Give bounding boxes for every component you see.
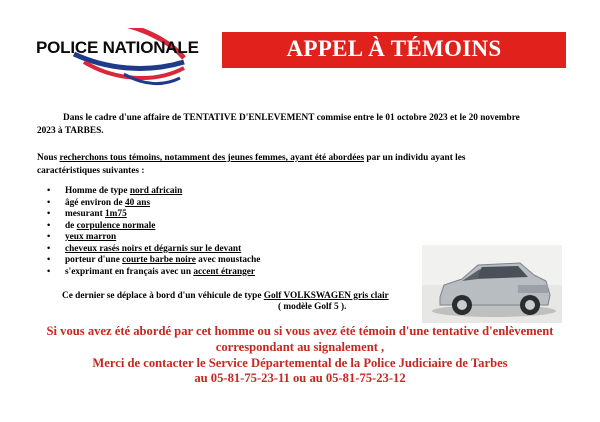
search-line-1 <box>37 152 562 165</box>
intro-line-1: Dans le cadre d'une affaire de TENTATIVE D'ENLEVEMENT commise entre le 01 octobre 2023 et le 20 novembre <box>63 113 520 123</box>
trait-underlined: 40 ans <box>125 197 151 208</box>
search-paragraph <box>37 152 562 178</box>
vehicle-model-detail: ( modèle Golf 5 ). <box>278 302 347 312</box>
trait-text: porteur d'une <box>65 255 123 265</box>
trait-text: s'exprimant en français avec un <box>65 266 194 277</box>
vehicle-model: Golf VOLKSWAGEN gris clair <box>263 291 389 301</box>
search-prefix: Nous <box>37 153 60 163</box>
appeal-line-1: Si vous avez été abordé par cet homme ou si vous avez été témoin d'une tentative d'enlèvement <box>46 324 554 338</box>
traits-list <box>37 186 260 278</box>
search-underlined: recherchons tous témoins, notamment des jeunes femmes, ayant été abordées <box>59 153 365 163</box>
banner-title: APPEL À TÉMOINS <box>286 36 502 61</box>
logo-text: POLICE NATIONALE <box>36 38 199 57</box>
car-icon <box>422 245 562 323</box>
list-item <box>65 209 260 221</box>
list-item <box>65 186 260 198</box>
intro-line-2: 2023 à TARBES. <box>37 126 104 136</box>
trait-underlined: cheveux rasés noirs et dégarnis sur le devant <box>65 243 242 254</box>
trait-underlined: 1m75 <box>105 209 127 219</box>
vehicle-line <box>62 291 422 301</box>
list-item <box>65 255 260 267</box>
trait-underlined: courte barbe noire <box>122 255 196 265</box>
police-nationale-logo <box>34 28 224 88</box>
appeal-phone-numbers: au 05-81-75-23-11 ou au 05-81-75-23-12 <box>194 371 406 385</box>
trait-underlined: nord africain <box>129 186 183 196</box>
list-item <box>65 221 260 233</box>
list-item <box>65 198 260 210</box>
trait-underlined: accent étranger <box>193 266 256 277</box>
list-item <box>65 267 260 279</box>
trait-text: Homme de type <box>65 186 130 196</box>
search-suffix: par un individu ayant les <box>364 153 466 163</box>
list-item <box>65 232 260 244</box>
tricolor-swoosh-icon <box>34 28 224 88</box>
intro-paragraph <box>37 112 562 138</box>
trait-underlined: yeux marron <box>65 232 117 242</box>
trait-text-end: avec moustache <box>195 255 261 265</box>
trait-text: de <box>65 220 77 231</box>
appeal-line-2: correspondant au signalement , <box>215 340 385 354</box>
trait-text: âgé environ de <box>65 197 125 208</box>
trait-underlined: corpulence normale <box>76 220 156 231</box>
title-banner <box>222 32 566 68</box>
list-item <box>65 244 260 256</box>
trait-text: mesurant <box>65 209 106 219</box>
car-photo <box>422 245 562 323</box>
search-line-2: caractéristiques suivantes : <box>37 166 145 176</box>
appeal-line-3: Merci de contacter le Service Départemental de la Police Judiciaire de Tarbes <box>92 356 508 370</box>
vehicle-text: Ce dernier se déplace à bord d'un véhicule de type <box>62 291 264 301</box>
